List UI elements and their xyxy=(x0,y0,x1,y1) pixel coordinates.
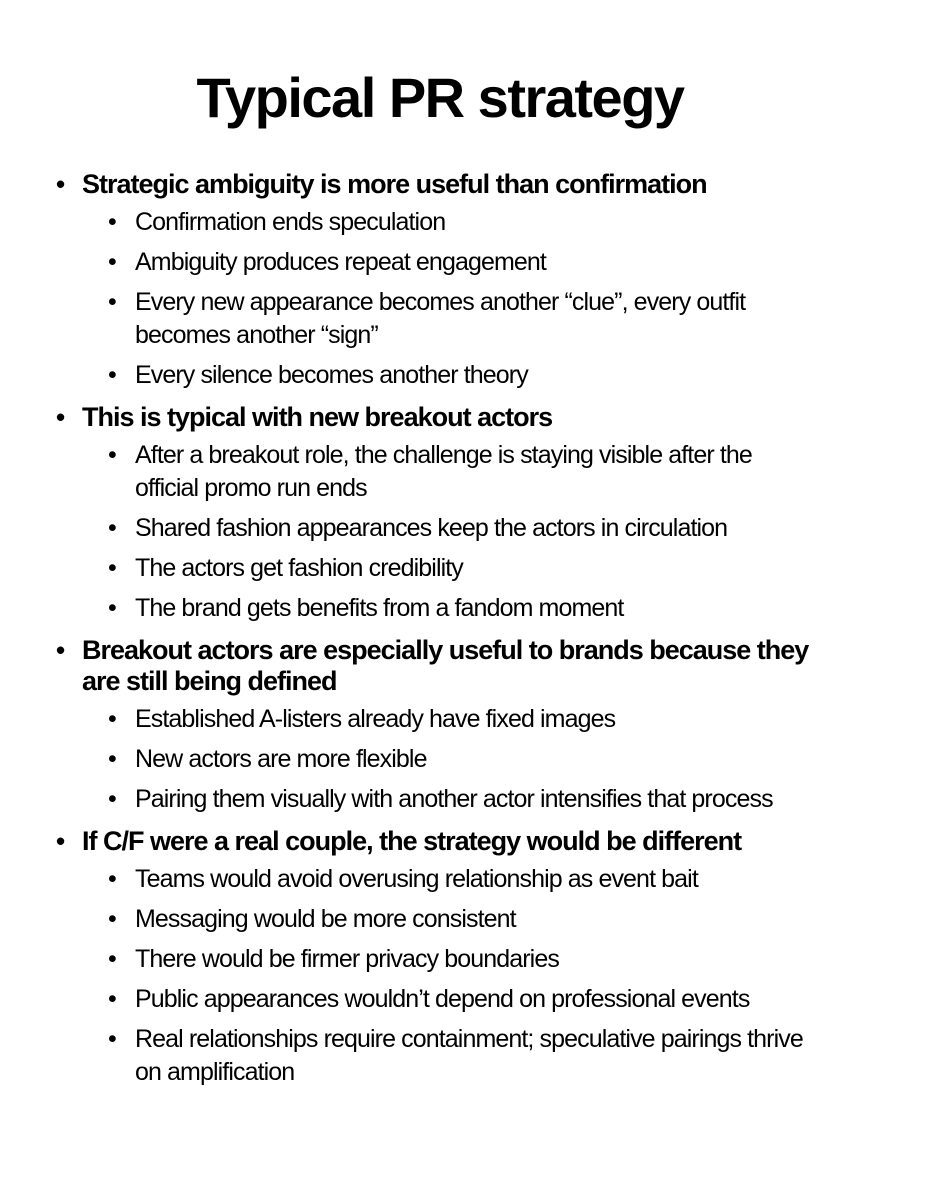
list-item-text: Public appearances wouldn’t depend on professional events xyxy=(135,985,750,1013)
list-item-text: There would be firmer privacy boundaries xyxy=(135,945,559,973)
list-item-text: Pairing them visually with another actor intensifies that process xyxy=(135,785,773,813)
list-item-text: After a breakout role, the challenge is staying visible after the official promo run ends xyxy=(135,441,752,502)
list-item xyxy=(108,206,892,239)
sub-list xyxy=(82,206,892,392)
bullet-icon: • xyxy=(108,785,116,813)
list-item-text: Every new appearance becomes another “clue”, every outfit becomes another “sign” xyxy=(135,288,746,349)
sub-list xyxy=(82,863,892,1089)
list-item xyxy=(108,592,892,625)
section-real-couple xyxy=(52,823,892,1089)
sub-list xyxy=(82,703,892,816)
list-item-text: Confirmation ends speculation xyxy=(135,208,446,236)
bullet-icon: • xyxy=(108,1025,116,1053)
bullet-icon: • xyxy=(108,441,116,469)
section-heading: If C/F were a real couple, the strategy would be different xyxy=(82,826,742,856)
bullet-icon: • xyxy=(108,905,116,933)
list-item xyxy=(108,246,892,279)
bullet-icon: • xyxy=(56,826,66,856)
sub-list xyxy=(82,439,892,625)
bullet-icon: • xyxy=(108,248,116,276)
list-item xyxy=(108,1023,815,1089)
bullet-icon: • xyxy=(108,208,116,236)
bullet-icon: • xyxy=(108,288,116,316)
bullet-icon: • xyxy=(108,594,116,622)
list-item-text: Shared fashion appearances keep the actors in circulation xyxy=(135,514,728,542)
section-breakout-actors xyxy=(52,399,892,625)
bullet-icon: • xyxy=(56,169,66,199)
bullet-outline xyxy=(52,166,892,1096)
bullet-icon: • xyxy=(108,865,116,893)
list-item xyxy=(108,703,892,736)
slide-title: Typical PR strategy xyxy=(196,66,684,129)
list-item xyxy=(108,512,892,545)
list-item-text: Real relationships require containment; speculative pairings thrive on amplification xyxy=(135,1025,803,1086)
list-item-text: Established A-listers already have fixed images xyxy=(135,705,616,733)
list-item-text: The brand gets benefits from a fandom moment xyxy=(135,594,624,622)
bullet-icon: • xyxy=(56,635,66,665)
bullet-icon: • xyxy=(108,945,116,973)
bullet-icon: • xyxy=(108,361,116,389)
list-item xyxy=(108,863,892,896)
section-useful-to-brands xyxy=(52,632,892,816)
bullet-icon: • xyxy=(108,554,116,582)
list-item xyxy=(108,943,892,976)
list-item-text: Messaging would be more consistent xyxy=(135,905,516,933)
section-heading: Breakout actors are especially useful to brands because they are still being defined xyxy=(82,635,809,696)
section-heading: Strategic ambiguity is more useful than confirmation xyxy=(82,169,707,199)
section-strategic-ambiguity xyxy=(52,166,892,392)
list-item-text: Every silence becomes another theory xyxy=(135,361,528,389)
list-item xyxy=(108,983,892,1016)
list-item xyxy=(108,743,892,776)
bullet-icon: • xyxy=(108,745,116,773)
list-item xyxy=(108,439,815,505)
bullet-icon: • xyxy=(108,705,116,733)
list-item xyxy=(108,286,795,352)
list-item xyxy=(108,359,892,392)
list-item xyxy=(108,552,892,585)
bullet-icon: • xyxy=(108,514,116,542)
list-item-text: The actors get fashion credibility xyxy=(135,554,463,582)
list-item-text: Teams would avoid overusing relationship as event bait xyxy=(135,865,698,893)
list-item xyxy=(108,903,892,936)
bullet-icon: • xyxy=(108,985,116,1013)
list-item-text: New actors are more flexible xyxy=(135,745,427,773)
section-heading: This is typical with new breakout actors xyxy=(82,402,553,432)
bullet-icon: • xyxy=(56,402,66,432)
list-item-text: Ambiguity produces repeat engagement xyxy=(135,248,546,276)
list-item xyxy=(108,783,892,816)
